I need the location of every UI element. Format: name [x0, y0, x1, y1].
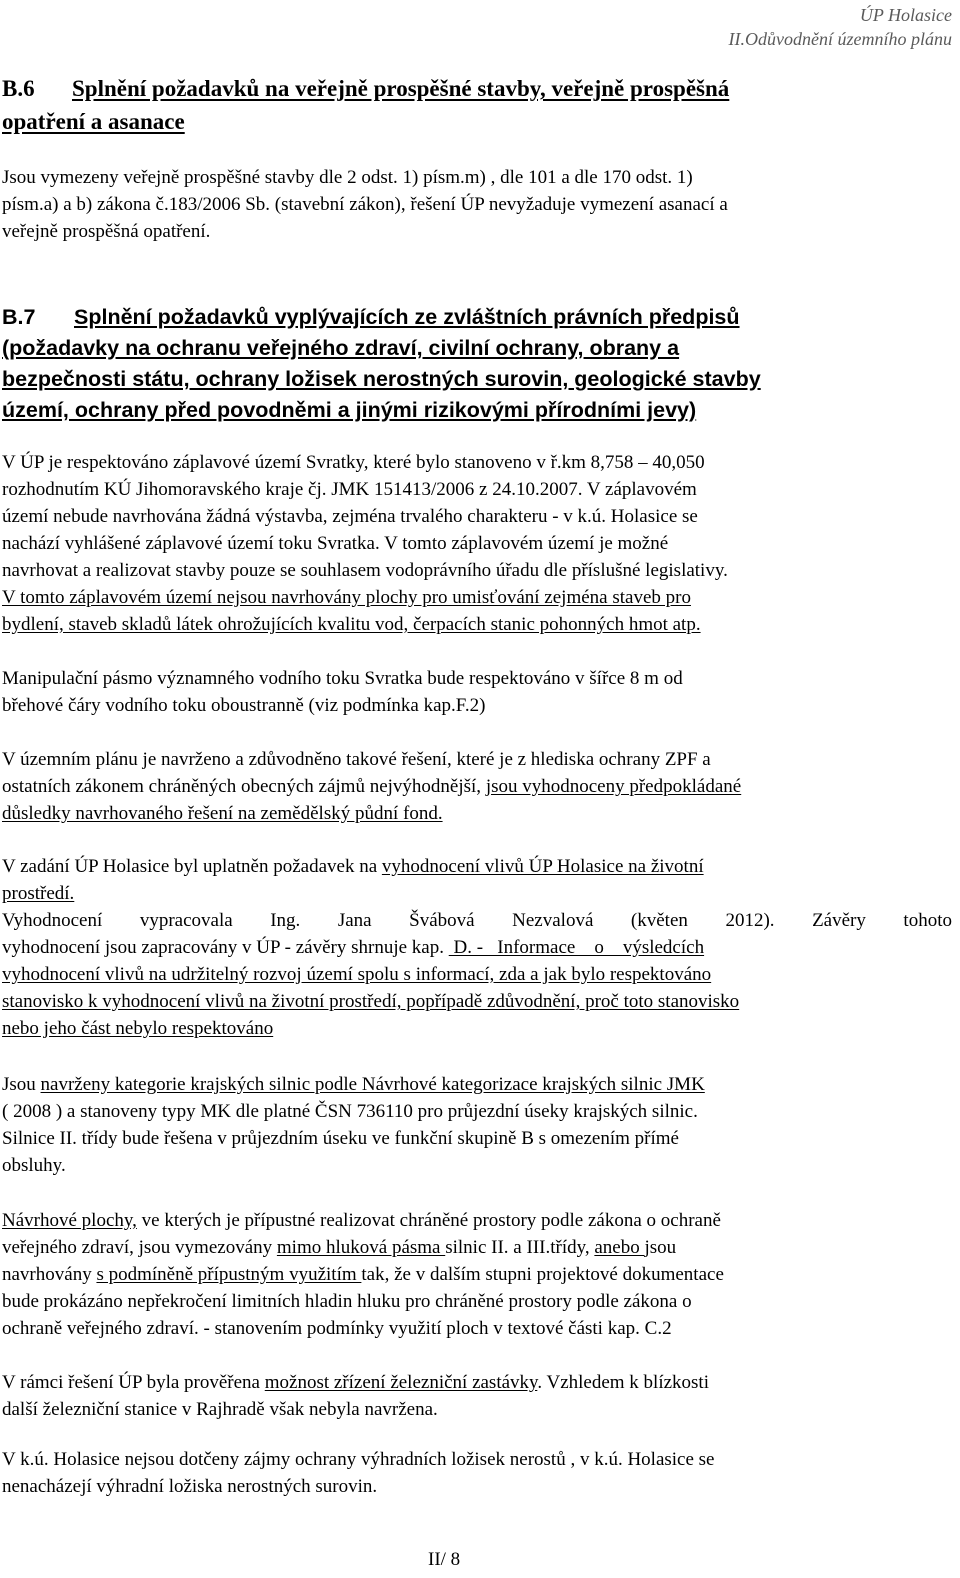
paragraph-zpf [2, 746, 952, 827]
heading-title: bezpečnosti státu, ochrany ložisek nerostných surovin, geologické stavby [2, 367, 761, 391]
underlined-text: s podmíněně přípustným využitím [96, 1264, 362, 1285]
text-span: V rámci řešení ÚP byla prověřena [2, 1372, 265, 1393]
text-line: veřejně prospěšná opatření. [2, 221, 211, 242]
underlined-text: mimo hluková pásma [276, 1237, 446, 1258]
paragraph-roads [2, 1071, 952, 1179]
text-span: ve kterých je přípustné realizovat chráněné prostory podle zákona o ochraně [136, 1210, 721, 1231]
text-line [2, 584, 952, 611]
underlined-text: stanovisko k vyhodnocení vlivů na životní prostředí, popřípadě zdůvodnění, proč toto stanovisko [2, 991, 740, 1012]
text-line: nachází vyhlášené záplavové území toku Svratka. V tomto záplavovém území je možné [2, 533, 669, 554]
text-line [2, 880, 952, 907]
text-span: ostatních zákonem chráněných obecných zájmů nejvýhodnější, [2, 776, 486, 797]
underlined-text: nebo jeho část nebylo respektováno [2, 1018, 274, 1039]
text-line [2, 853, 952, 880]
text-line [2, 934, 952, 961]
underlined-text: V tomto záplavovém území nejsou navrhovány plochy pro umisťování zejména staveb pro [2, 587, 691, 608]
paragraph-flood-zone [2, 449, 952, 638]
underlined-text: prostředí. [2, 883, 75, 904]
text-line: bude prokázáno nepřekročení limitních hladin hluku pro chráněné prostory podle zákona o [2, 1291, 692, 1312]
text-line: písm.a) a b) zákona č.183/2006 Sb. (stavební zákon), řešení ÚP nevyžaduje vymezení asanací a [2, 194, 728, 215]
text-line [2, 961, 952, 988]
text-line [2, 988, 952, 1015]
heading-b6 [2, 72, 729, 105]
text-line [2, 611, 952, 638]
underlined-text: jsou vyhodnoceny předpokládané [485, 776, 742, 797]
page-header [729, 3, 952, 51]
text-line: ( 2008 ) a stanoveny typy MK dle platné ČSN 736110 pro průjezdní úseky krajských silnic. [2, 1101, 698, 1122]
text-span: navrhovány [2, 1264, 97, 1285]
heading-title: (požadavky na ochranu veřejného zdraví, civilní ochrany, obrany a [2, 336, 680, 360]
text-span: veřejného zdraví, jsou vymezovány [2, 1237, 277, 1258]
text-line: území nebude navrhována žádná výstavba, zejména trvalého charakteru - v k.ú. Holasice se [2, 506, 698, 527]
text-span: . Vzhledem k blízkosti [537, 1372, 709, 1393]
underlined-text: důsledky navrhovaného řešení na zemědělský půdní fond. [2, 803, 443, 824]
text-line [2, 1234, 952, 1261]
heading-number: B.6 [2, 76, 35, 101]
text-span: vyhodnocení jsou zapracovány v ÚP - závěry shrnuje kap. [2, 937, 449, 958]
text-line: obsluhy. [2, 1155, 66, 1176]
text-line: Vyhodnocení vypracovala Ing. Jana Švábová Nezvalová (květen 2012). Závěry tohoto [2, 910, 952, 931]
heading-b7-line4 [2, 395, 696, 425]
text-line: další železniční stanice v Rajhradě však nebyla navržena. [2, 1399, 438, 1420]
text-line [2, 1015, 952, 1042]
text-span: Jsou [2, 1074, 41, 1095]
paragraph-environment-assessment [2, 853, 952, 1042]
underlined-text: Návrhové plochy, [2, 1210, 137, 1231]
heading-title: opatření a asanace [2, 109, 185, 134]
text-span: silnic II. a III.třídy, [445, 1237, 595, 1258]
underlined-text: anebo [594, 1237, 645, 1258]
underlined-text: vyhodnocení vlivů na udržitelný rozvoj území spolu s informací, zda a jak bylo respektováno [2, 964, 712, 985]
paragraph-railway [2, 1369, 952, 1423]
text-line: V ÚP je respektováno záplavové území Svratky, které bylo stanoveno v ř.km 8,758 – 40,050 [2, 452, 705, 473]
heading-b6-continued [2, 105, 185, 138]
paragraph-b6 [2, 164, 952, 245]
text-line: ochraně veřejného zdraví. - stanovením podmínky využití ploch v textové části kap. C.2 [2, 1318, 672, 1339]
paragraph-manipulation-zone [2, 665, 952, 719]
underlined-text: bydlení, staveb skladů látek ohrožujících kvalitu vod, čerpacích stanic pohonných hmot atp. [2, 614, 701, 635]
text-line: Jsou vymezeny veřejně prospěšné stavby dle 2 odst. 1) písm.m) , dle 101 a dle 170 odst. 1) [2, 167, 693, 188]
text-line: navrhovat a realizovat stavby pouze se souhlasem vodoprávního úřadu dle příslušné legislativy. [2, 560, 728, 581]
text-line [2, 1369, 952, 1396]
heading-b7-line3 [2, 364, 761, 394]
text-line: Manipulační pásmo významného vodního toku Svratka bude respektováno v šířce 8 m od [2, 668, 683, 689]
text-line [2, 1071, 952, 1098]
text-line: břehové čáry vodního toku oboustranně (viz podmínka kap.F.2) [2, 695, 486, 716]
text-span: tak, že v dalším stupni projektové dokumentace [361, 1264, 724, 1285]
heading-title: území, ochrany před povodněmi a jinými rizikovými přírodními jevy) [2, 398, 697, 422]
text-line: V územním plánu je navrženo a zdůvodněno takové řešení, které je z hlediska ochrany ZPF a [2, 749, 711, 770]
paragraph-noise [2, 1207, 952, 1342]
underlined-text: vyhodnocení vlivů ÚP Holasice na životní [381, 856, 704, 877]
text-line [2, 1261, 952, 1288]
underlined-text: D. - Informace o výsledcích [448, 937, 705, 958]
page-number: II/ 8 [428, 1549, 461, 1570]
text-span: V zadání ÚP Holasice byl uplatněn požadavek na [2, 856, 382, 877]
text-line [2, 1207, 952, 1234]
text-line [2, 773, 952, 800]
text-line: rozhodnutím KÚ Jihomoravského kraje čj. JMK 151413/2006 z 24.10.2007. V záplavovém [2, 479, 697, 500]
paragraph-mineral-deposits [2, 1446, 952, 1500]
heading-title: Splnění požadavků vyplývajících ze zvláštních právních předpisů [74, 305, 740, 329]
underlined-text: navrženy kategorie krajských silnic podle Návrhové kategorizace krajských silnic JMK [40, 1074, 705, 1095]
heading-b7 [2, 302, 740, 332]
text-span: jsou [644, 1237, 677, 1258]
text-line: Silnice II. třídy bude řešena v průjezdním úseku ve funkční skupině B s omezením přímé [2, 1128, 679, 1149]
heading-number: B.7 [2, 305, 36, 329]
underlined-text: možnost zřízení železniční zastávky [264, 1372, 538, 1393]
header-document-name: ÚP Holasice [859, 5, 952, 25]
text-line: V k.ú. Holasice nejsou dotčeny zájmy ochrany výhradních ložisek nerostů , v k.ú. Holasice se [2, 1449, 715, 1470]
text-line: nenacházejí výhradní ložiska nerostných surovin. [2, 1476, 378, 1497]
text-line [2, 800, 952, 827]
header-section-name: II.Odůvodnění územního plánu [728, 29, 952, 49]
heading-title: Splnění požadavků na veřejně prospěšné stavby, veřejně prospěšná [72, 76, 730, 101]
heading-b7-line2 [2, 333, 679, 363]
